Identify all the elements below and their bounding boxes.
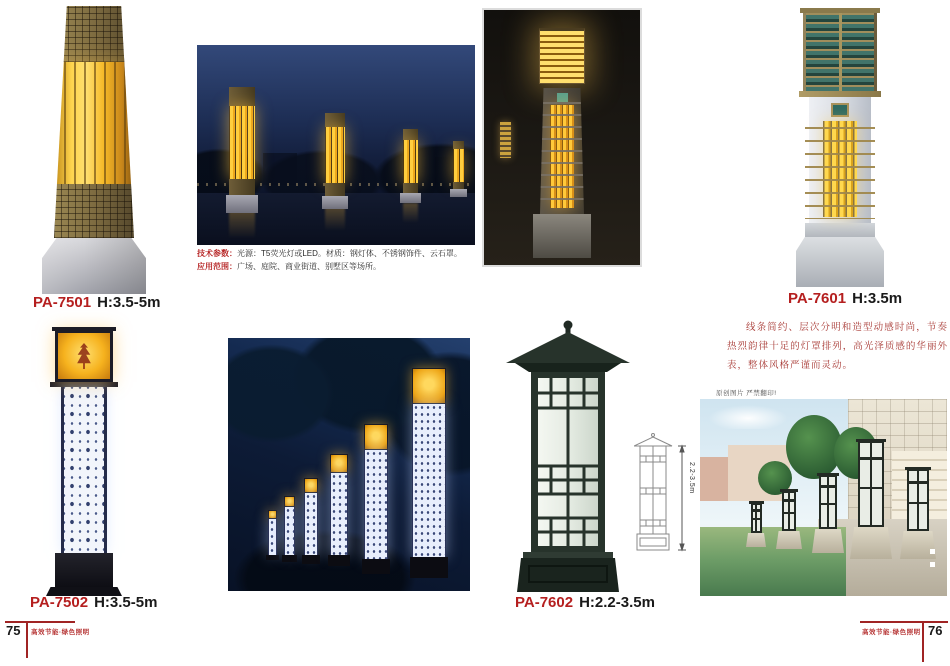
design-dot (930, 549, 935, 554)
lamp-amber-top (304, 478, 318, 493)
distant-lamp (500, 122, 511, 158)
cloud (708, 405, 788, 429)
lamp-grid (229, 179, 255, 195)
lamp-reflection (403, 203, 418, 223)
lamp-glow (403, 140, 418, 183)
spec-block (197, 248, 497, 273)
pa-7601-amber-panel (823, 121, 857, 217)
pa-7601-teal-window (831, 103, 849, 117)
patterned-lamp (364, 424, 388, 574)
left-page-number: 75 (6, 623, 21, 638)
night-plaza-photo (197, 45, 475, 245)
lamp-reflection (229, 211, 255, 239)
pa-7501-height: H:3.5-5m (97, 294, 161, 311)
lamp-amber-top (268, 510, 277, 519)
lamp-base (362, 559, 390, 574)
pa-7601-granite-base (796, 237, 884, 287)
patterned-lamp (304, 478, 318, 564)
lamp-grid (403, 183, 418, 193)
footer-right-divider (922, 621, 924, 662)
lamp-base (302, 555, 320, 564)
pa-7501-glow-panel (54, 62, 134, 184)
pa-7501-product-image (30, 6, 158, 294)
pa-7601-height: H:3.5m (852, 290, 903, 307)
lamp-glow (229, 106, 255, 179)
tech-params-label: 技术参数： (197, 249, 237, 258)
pa-7602-line-drawing (634, 432, 690, 560)
lamp-cap (453, 141, 464, 149)
lamp-pattern-body (284, 507, 295, 555)
tech-params-value: 光源：T5荧光灯或LED。材质：钢灯体、不锈钢饰件、云石罩。 (237, 249, 462, 258)
lantern (907, 469, 929, 531)
application-label: 应用范围： (197, 261, 237, 271)
pa-7601-code: PA-7601 (788, 290, 847, 307)
lamp-teal-window (557, 93, 568, 102)
lamp-amber-top (412, 368, 446, 404)
column-lamp (325, 113, 345, 209)
lamp-reflection (325, 207, 345, 231)
pa-7601-plinth (805, 223, 875, 237)
application-value: 广场、庭院、商业街道、别墅区等场所。 (237, 261, 381, 271)
dimension-label: 2.2-3.5m (688, 462, 695, 494)
lamp-grid (325, 183, 345, 195)
lantern-on-pedestal (850, 441, 892, 559)
pa-7502-lantern-head (55, 330, 113, 382)
lantern-on-pedestal (900, 469, 936, 559)
footer-right-slogan: 高效节能·绿色照明 (862, 629, 921, 636)
lamp-base (450, 189, 467, 197)
pedestal (850, 527, 892, 559)
lantern (751, 503, 762, 533)
lamp-pattern-body (268, 519, 277, 556)
footer-left-divider (26, 621, 28, 658)
pa-7502-label (30, 594, 157, 611)
lamp-stone-base (533, 214, 591, 258)
lamp-base (226, 195, 258, 213)
lamp-louver-top (539, 28, 585, 84)
pa-7502-patterned-body (61, 387, 107, 553)
column-lamp (403, 129, 418, 203)
lamp-base (266, 555, 279, 560)
lantern-on-pedestal (746, 503, 766, 547)
pa-7602-label (515, 594, 655, 611)
pa-7501-code: PA-7501 (33, 294, 92, 311)
column-lamp (229, 87, 255, 213)
lamp-cap (325, 113, 345, 127)
lamp-amber-top (330, 454, 348, 473)
series-description: 线条简约、层次分明和造型动感时尚，节奏热烈韵律十足的灯罩排列，高光泽质感的华丽外表，整体风格严谨而灵动。 (727, 322, 948, 371)
pa-7601-product-image (790, 8, 890, 288)
lamp-amber-panel (550, 105, 574, 208)
watermark-caption: 原创图片 严禁翻印! (716, 390, 777, 397)
lamp-base (400, 193, 421, 203)
pa-7502-lantern-motif (75, 343, 93, 369)
application-line (197, 261, 497, 274)
right-page-number: 76 (928, 623, 943, 638)
tech-params-line (197, 248, 497, 261)
pedestal (776, 531, 802, 549)
pa-7601-body (809, 97, 871, 223)
lamp-pattern-body (330, 473, 348, 555)
patterned-lamp (284, 496, 295, 562)
pa-7501-bottom-grid (54, 184, 134, 238)
lamp-night-closeup-photo (482, 8, 642, 267)
pa-7502-code: PA-7502 (30, 594, 89, 611)
lamp-base (328, 555, 350, 566)
pa-7501-top-grid (54, 6, 134, 62)
pa-7601-louver-head (803, 13, 877, 91)
lamp-cap (403, 129, 418, 140)
footer-left-slogan: 高效节能·绿色照明 (31, 629, 90, 636)
pa-7502-height: H:3.5-5m (94, 594, 158, 611)
pedestal (746, 533, 766, 547)
pa-7502-base (55, 553, 113, 587)
pedestal (812, 529, 844, 553)
lamp-column (540, 88, 584, 214)
lamp-cap (229, 87, 255, 106)
lantern-on-pedestal (776, 491, 802, 549)
column-lamp (453, 141, 464, 197)
lit-lamp (530, 28, 594, 258)
waterfront-installation-photo (700, 399, 947, 596)
pa-7502-product-image (36, 330, 132, 596)
pa-7602-product-image (503, 318, 633, 595)
lantern (858, 441, 884, 527)
pa-7501-label (33, 294, 160, 311)
lamp-pattern-body (412, 404, 446, 557)
pedestal (900, 531, 936, 559)
lamp-base (282, 555, 297, 562)
lamp-pattern-body (364, 450, 388, 560)
patterned-lamp (330, 454, 348, 566)
lamp-base (410, 557, 448, 578)
patterned-lamp (412, 368, 446, 578)
pa-7602-height: H:2.2-3.5m (579, 594, 655, 611)
lamp-glow (453, 149, 464, 182)
patterned-lamp (268, 510, 277, 560)
pa-7501-granite-base (42, 238, 146, 294)
lamp-base (322, 196, 348, 209)
lamp-grid (453, 182, 464, 189)
design-dot (930, 562, 935, 567)
lantern (819, 475, 837, 529)
lamp-amber-top (364, 424, 388, 450)
patterned-lamps-night-photo (228, 338, 470, 591)
lantern-on-pedestal (812, 475, 844, 553)
pa-7501-column (54, 6, 134, 238)
lamp-glow (325, 127, 345, 183)
pa-7601-label (788, 290, 902, 307)
lantern (782, 491, 796, 531)
lamp-amber-top (284, 496, 295, 507)
lamp-pattern-body (304, 493, 318, 556)
pa-7602-code: PA-7602 (515, 594, 574, 611)
dimension-line (678, 446, 686, 550)
